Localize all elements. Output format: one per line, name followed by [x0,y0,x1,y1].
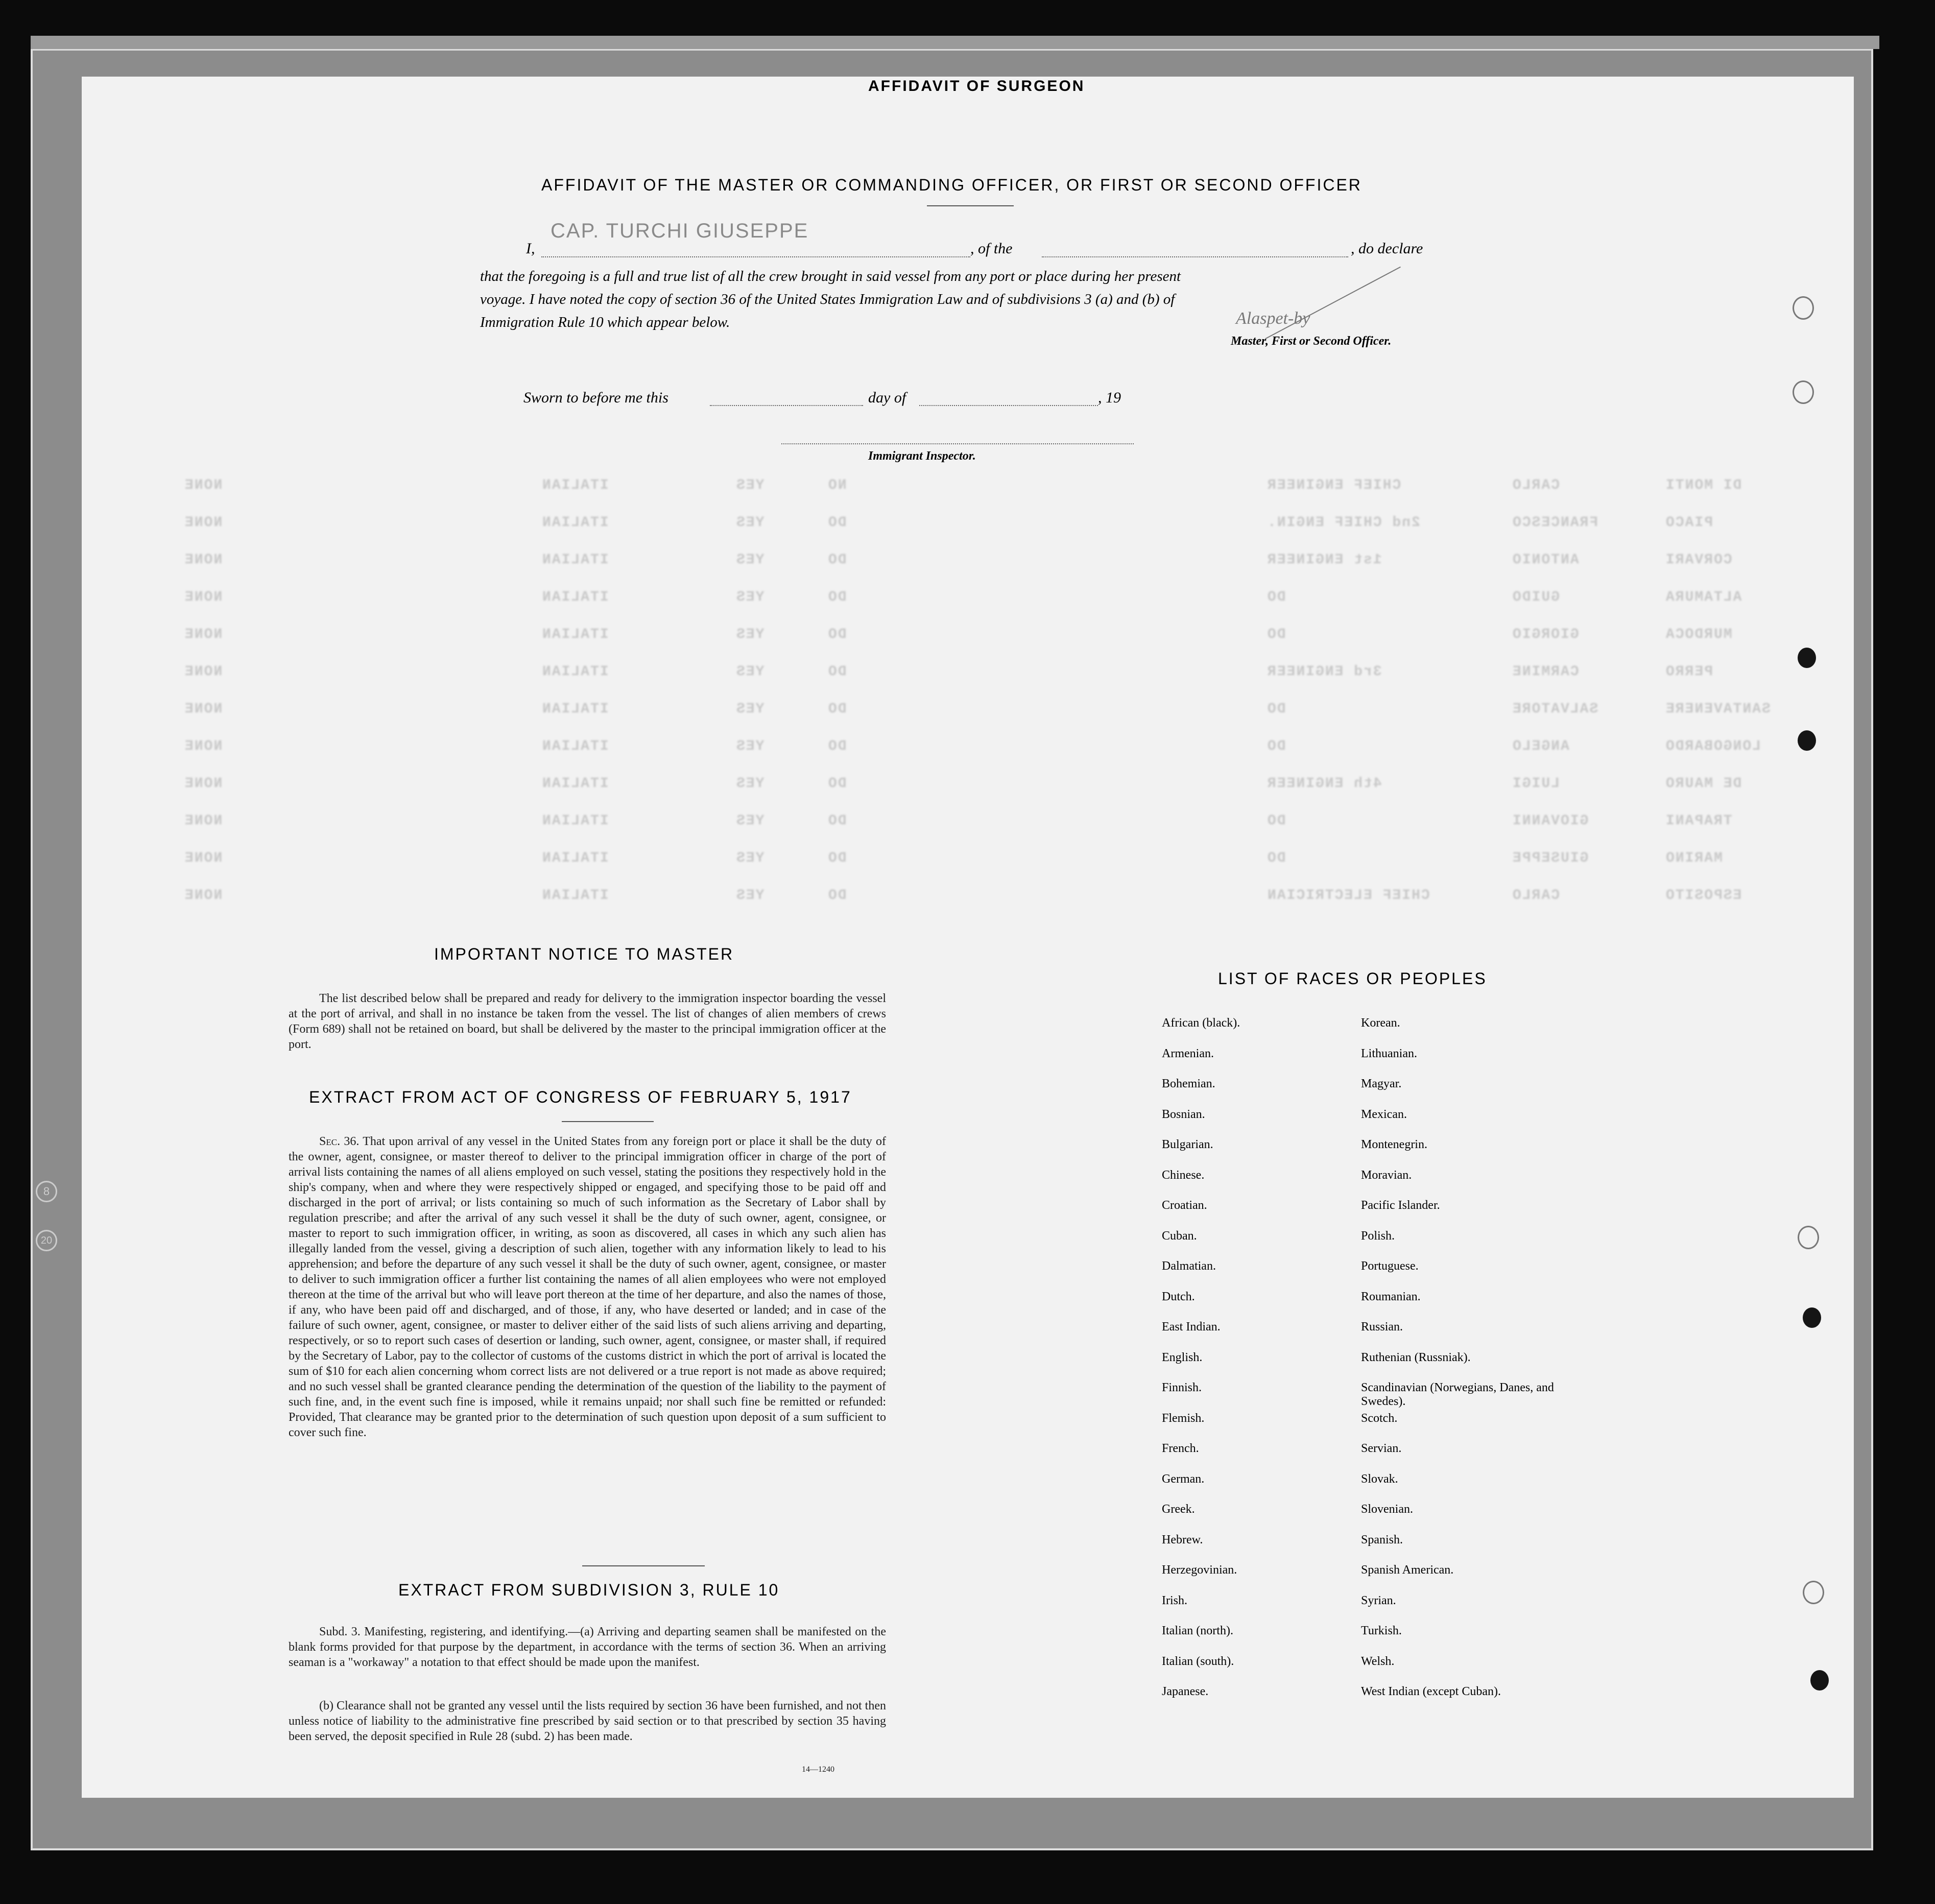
race-item: Hebrew. [1162,1533,1203,1546]
year-label: , 19 [1098,389,1121,406]
day-of-label: day of [868,389,906,406]
bleedthrough-cell: YES [735,739,765,754]
page-title: AFFIDAVIT OF THE MASTER OR COMMANDING OFFICER, OR FIRST OR SECOND OFFICER [541,176,1362,194]
race-item: Roumanian. [1361,1290,1421,1303]
bleedthrough-cell: NONE [184,627,223,642]
race-item: Dutch. [1162,1290,1195,1303]
rule-para-a: Subd. 3. Manifesting, registering, and identifying.—(a) Arriving and departing seamen shall be manifested on the blank forms provided for that purpose by the department, in accordance with the terms of section 36. When an arriving seaman is a "workaway" a notation to that effect should be made upon the manifest. [289,1625,886,1669]
punch-hole [1803,1307,1821,1328]
bleedthrough-cell: DO [827,701,847,717]
bleedthrough-cell: ITALIAN [541,552,609,568]
race-item: Ruthenian (Russniak). [1361,1350,1471,1364]
bleedthrough-cell: DO [1267,813,1286,829]
bleedthrough-row [0,478,1935,498]
bleedthrough-cell: DO [827,664,847,680]
bleedthrough-row [0,739,1935,759]
declaration-line-4: Immigration Rule 10 which appear below. [480,314,730,330]
bleedthrough-cell: MURDOCA [1665,627,1732,642]
race-item: Polish. [1361,1229,1395,1243]
declaration-line-3: voyage. I have noted the copy of section 36 of the United States Immigration Law and of subdivisions 3 (a) and (b) of [480,291,1175,307]
bleedthrough-cell: ITALIAN [541,478,609,493]
declaration-line-2: that the foregoing is a full and true list of all the crew brought in said vessel from any port or place during her present [480,268,1181,284]
bleedthrough-cell: DO [1267,627,1286,642]
bleedthrough-row [0,589,1935,610]
race-item: Servian. [1361,1442,1402,1455]
bleedthrough-cell: ALTAMURA [1665,589,1742,605]
bleedthrough-cell: NONE [184,664,223,680]
bleedthrough-cell: YES [735,478,765,493]
race-item: Magyar. [1361,1077,1402,1090]
race-item: Spanish American. [1361,1563,1454,1577]
race-item: African (black). [1162,1016,1240,1030]
bleedthrough-cell: DO [827,776,847,792]
sworn-text: Sworn to before me this [523,389,668,406]
punch-hole [1798,730,1816,751]
bleedthrough-cell: MARINO [1665,850,1723,866]
bleedthrough-cell: DO [827,589,847,605]
bleedthrough-cell: DO [827,627,847,642]
bleedthrough-cell: SALVATORE [1512,701,1598,717]
bleedthrough-row [0,627,1935,647]
bleedthrough-cell: ITALIAN [541,888,609,903]
race-item: French. [1162,1442,1199,1455]
bleedthrough-cell: ESPOSITO [1665,888,1742,903]
bleedthrough-cell: NO [827,478,847,493]
race-item: Russian. [1361,1320,1403,1334]
bleedthrough-cell: DO [827,813,847,829]
bleedthrough-cell: DO [827,552,847,568]
notice-text: The list described below shall be prepared and ready for delivery to the immigration inspector boarding the vessel at the port of arrival, and shall in no instance be taken from the vessel. The list of changes of alien members of crews (Form 689) shall not be retained on board, but shall be delivered by the master to the principal immigration officer at the port. [289,992,886,1051]
side-circle-mark: 20 [36,1230,57,1251]
race-item: Flemish. [1162,1411,1205,1425]
race-item: Scotch. [1361,1411,1398,1425]
bleedthrough-cell: YES [735,552,765,568]
bleedthrough-cell: CARMINE [1512,664,1579,680]
race-item: Pacific Islander. [1361,1199,1440,1212]
bleedthrough-cell: YES [735,776,765,792]
bleedthrough-cell: NONE [184,850,223,866]
race-item: Irish. [1162,1593,1187,1607]
bleedthrough-cell: YES [735,627,765,642]
races-heading: LIST OF RACES OR PEOPLES [1218,969,1487,988]
punch-hole [1798,648,1816,668]
race-item: Bohemian. [1162,1077,1215,1090]
form-number: 14—1240 [802,1765,834,1774]
punch-hole [1798,1226,1819,1249]
bleedthrough-cell: DO [827,850,847,866]
race-item: Greek. [1162,1503,1195,1516]
races-right-column [1361,1016,1596,1716]
punch-hole [1810,1670,1829,1691]
bleedthrough-cell: ITALIAN [541,515,609,531]
bleedthrough-cell: FRANCESCO [1512,515,1598,531]
bleedthrough-row [0,888,1935,908]
notice-heading: IMPORTANT NOTICE TO MASTER [434,945,734,963]
race-item: Dalmatian. [1162,1259,1216,1273]
bleedthrough-row [0,776,1935,796]
bleedthrough-cell: 4th ENGINEER [1267,776,1382,792]
bleedthrough-cell: 3rd ENGINEER [1267,664,1382,680]
race-item: Turkish. [1361,1624,1402,1637]
bleedthrough-cell: PERRO [1665,664,1713,680]
race-item: Slovenian. [1361,1503,1413,1516]
bleedthrough-cell: CARLO [1512,888,1560,903]
bleedthrough-cell: YES [735,701,765,717]
bleedthrough-cell: NONE [184,478,223,493]
bleedthrough-cell: ANTONIO [1512,552,1579,568]
race-item: Syrian. [1361,1593,1396,1607]
race-item: Montenegrin. [1361,1138,1427,1151]
bleedthrough-cell: 1st ENGINEER [1267,552,1382,568]
bleedthrough-cell: DO [827,739,847,754]
master-name: CAP. TURCHI GIUSEPPE [551,220,809,242]
bleedthrough-cell: ANGELO [1512,739,1569,754]
bleedthrough-row [0,701,1935,722]
bleedthrough-cell: GIORGIO [1512,627,1579,642]
bleedthrough-cell: SANTAVENERE [1665,701,1771,717]
bleedthrough-cell: YES [735,850,765,866]
race-item: Portuguese. [1361,1259,1419,1273]
bleedthrough-cell: LUIGI [1512,776,1560,792]
side-circle-mark: 8 [36,1181,57,1202]
bleedthrough-row [0,552,1935,573]
race-item: Bosnian. [1162,1107,1205,1121]
bleedthrough-row [0,813,1935,834]
bleedthrough-cell: ITALIAN [541,813,609,829]
act-heading: EXTRACT FROM ACT OF CONGRESS OF FEBRUARY 5, 1917 [309,1088,852,1106]
bleedthrough-cell: ITALIAN [541,589,609,605]
bleedthrough-cell: YES [735,589,765,605]
declaration-pronoun: I, [526,240,535,257]
header-tab: AFFIDAVIT OF SURGEON [868,78,1085,94]
rule-heading: EXTRACT FROM SUBDIVISION 3, RULE 10 [398,1581,780,1599]
bleedthrough-cell: DO [1267,589,1286,605]
race-item: Bulgarian. [1162,1138,1213,1151]
bleedthrough-cell: CHIEF ELECTRICIAN [1267,888,1430,903]
inspector-caption: Immigrant Inspector. [868,449,976,463]
of-the-label: , of the [970,240,1013,257]
race-item: Lithuanian. [1361,1046,1417,1060]
rule-para-b: (b) Clearance shall not be granted any vessel until the lists required by section 36 have been furnished, and not then unless notice of liability to the administrative fine prescribed by said section or to that prescribed by section 35 having been served, the deposit specified in Rule 28 (subd. 2) has been made. [289,1699,886,1743]
bleedthrough-cell: NONE [184,515,223,531]
bleedthrough-cell: DE MAURO [1665,776,1742,792]
race-item: West Indian (except Cuban). [1361,1685,1501,1698]
race-item: Cuban. [1162,1229,1197,1243]
race-item: Korean. [1361,1016,1400,1030]
race-item: Croatian. [1162,1199,1207,1212]
section-36-text: That upon arrival of any vessel in the United States from any foreign port or place it shall be the duty of the owner, agent, consignee, or master thereof to deliver to the principal immigration officer in charge of the port of arrival lists containing the names of all aliens employed on such vessel, stating the positions they respectively hold in the ship's company, when and where they were respectively shipped or engaged, and specifying those to be paid off and discharged in the port of arrival; or lists containing so much of such information as the Secretary of Labor shall by regulation prescribe; and after the arrival of any such vessel it shall be the duty of such owner, agent, consignee, or master to report to such immigration officer, in writing, as soon as discovered, all cases in which any such alien has illegally landed from the vessel, giving a description of such alien, together with any information likely to lead to his apprehension; and before the departure of any such vessel it shall be the duty of such owner, agent, consignee, or master to deliver to such immigration officer a further list containing the names of all alien employees who were not employed thereon at the time of the arrival but who will leave port thereon at the time of her departure, and also the names of those, if any, who have been paid off and discharged, and of those, if any, who have deserted or landed; and in case of the failure of such owner, agent, consignee, or master to deliver either of the said lists of such aliens arriving and departing, respectively, or so to report such cases of desertion or landing, such owner, agent, consignee, or master shall, if required by the Secretary of Labor, pay to the collector of customs of the customs district in which the port of arrival is located the sum of $10 for each alien concerning whom correct lists are not delivered or a true report is not made as above required; and no such vessel shall be granted clearance pending the determination of the question of the liability to the payment of such fine, and, in the event such fine is imposed, while it remains unpaid; nor shall such fine be remitted or refunded: Provided, That clearance may be granted prior to the determination of such question upon deposit of a sum sufficient to cover such fine. [289,1135,886,1439]
race-item: Armenian. [1162,1046,1214,1060]
race-item: Mexican. [1361,1107,1407,1121]
bleedthrough-cell: GIUSEPPE [1512,850,1589,866]
bleedthrough-cell: ITALIAN [541,776,609,792]
bleedthrough-cell: ITALIAN [541,739,609,754]
race-item: Scandinavian (Norwegians, Danes, and Swedes). [1361,1381,1554,1408]
bleedthrough-cell: NONE [184,589,223,605]
bleedthrough-cell: DI MONTI [1665,478,1742,493]
bleedthrough-cell: PIACO [1665,515,1713,531]
bleedthrough-row [0,664,1935,684]
bleedthrough-cell: NONE [184,739,223,754]
bleedthrough-cell: TRAPANI [1665,813,1732,829]
bleedthrough-cell: NONE [184,776,223,792]
signature: Alaspet-by [1236,309,1310,328]
bleedthrough-cell: YES [735,664,765,680]
bleedthrough-cell: GUIDO [1512,589,1560,605]
bleedthrough-cell: DO [1267,739,1286,754]
race-item: Italian (north). [1162,1624,1233,1637]
bleedthrough-cell: CARLO [1512,478,1560,493]
race-item: East Indian. [1162,1320,1221,1334]
bleedthrough-row [0,515,1935,535]
bleedthrough-cell: YES [735,888,765,903]
do-declare-label: , do declare [1351,240,1423,257]
section-label: Sec. 36. [319,1135,360,1148]
bleedthrough-cell: ITALIAN [541,627,609,642]
race-item: Slovak. [1361,1472,1398,1486]
bleedthrough-cell: DO [1267,701,1286,717]
race-item: Chinese. [1162,1168,1205,1182]
bleedthrough-row [0,850,1935,871]
bleedthrough-cell: CHIEF ENGINEER [1267,478,1401,493]
bleedthrough-cell: ITALIAN [541,701,609,717]
bleedthrough-cell: 2nd CHIEF ENGIN. [1267,515,1420,531]
bleedthrough-cell: NONE [184,888,223,903]
bleedthrough-cell: GIOVANNI [1512,813,1589,829]
bleedthrough-cell: ITALIAN [541,664,609,680]
race-item: English. [1162,1350,1203,1364]
race-item: Finnish. [1162,1381,1202,1394]
bleedthrough-cell: YES [735,515,765,531]
signature-caption: Master, First or Second Officer. [1231,335,1392,348]
bleedthrough-cell: ITALIAN [541,850,609,866]
race-item: German. [1162,1472,1205,1486]
bleedthrough-cell: NONE [184,701,223,717]
bleedthrough-cell: DO [1267,850,1286,866]
race-item: Welsh. [1361,1654,1395,1668]
race-item: Spanish. [1361,1533,1403,1546]
punch-hole [1803,1581,1824,1604]
punch-hole [1793,296,1814,320]
bleedthrough-cell: LONGOBARDO [1665,739,1761,754]
race-item: Moravian. [1361,1168,1412,1182]
bleedthrough-cell: NONE [184,813,223,829]
punch-hole [1793,380,1814,404]
races-left-column [1162,1016,1240,1716]
act-text [289,1134,886,1440]
race-item: Herzegovinian. [1162,1563,1237,1577]
bleedthrough-cell: DO [827,515,847,531]
bleedthrough-cell: NONE [184,552,223,568]
bleedthrough-cell: YES [735,813,765,829]
bleedthrough-cell: CORVARI [1665,552,1732,568]
rule-separator [582,1565,705,1566]
race-item: Japanese. [1162,1685,1209,1698]
act-rule [562,1121,654,1122]
bleedthrough-cell: DO [827,888,847,903]
race-item: Italian (south). [1162,1654,1234,1668]
